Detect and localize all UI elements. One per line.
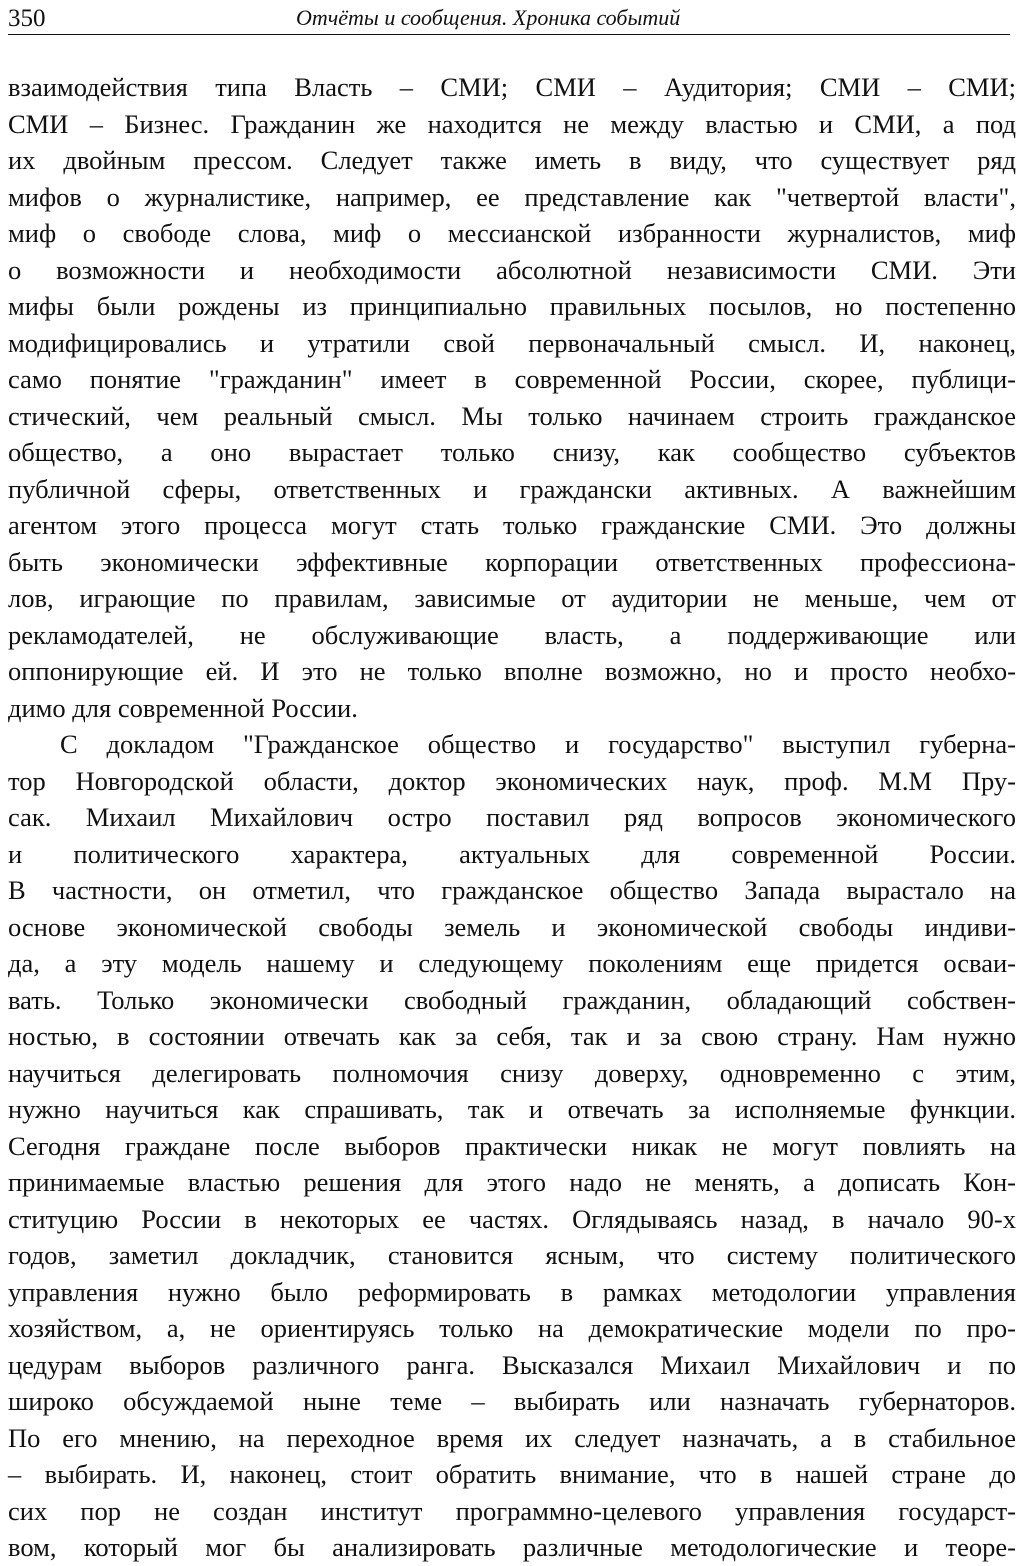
text-line: нужно научиться как спрашивать, так и отвечать за исполняемые функции. [8,1094,1016,1124]
paragraph [8,726,1016,1566]
text-line: вом, который мог бы анализировать различные методологические и теоре- [8,1532,1016,1562]
text-line: – выбирать. И, наконец, стоит обратить внимание, что в нашей стране до [8,1459,1016,1489]
text-line: о возможности и необходимости абсолютной независимости СМИ. Эти [8,254,1016,285]
text-line: ституцию России в некоторых ее частях. Оглядываясь назад, в начало 90-х [8,1203,1016,1234]
text-line: С докладом "Гражданское общество и государство" выступил губерна- [60,729,1016,759]
body-text [8,69,1016,1566]
text-line: Сегодня граждане после выборов практически никак не могут повлиять на [8,1130,1016,1161]
text-line: годов, заметил докладчик, становится ясным, что систему политического [8,1240,1016,1270]
text-line: да, а эту модель нашему и следующему поколениям еще придется осваи- [8,948,1016,978]
text-line: СМИ – Бизнес. Гражданин же находится не между властью и СМИ, а под [8,108,1016,139]
text-line: публичной сферы, ответственных и граждански активных. А важнейшим [8,473,1016,504]
text-line: сих пор не создан институт программно-целевого управления государст- [8,1495,1016,1526]
text-line: цедурам выборов различного ранга. Высказался Михаил Михайлович и по [8,1349,1016,1380]
running-header [8,4,1010,35]
text-line: агентом этого процесса могут стать только гражданские СМИ. Это должны [8,510,1016,540]
text-line: сак. Михаил Михайлович остро поставил ряд вопросов экономического [8,802,1016,832]
text-line: основе экономической свободы земель и экономической свободы индиви- [8,911,1016,942]
text-line: само понятие "гражданин" имеет в современной России, скорее, публици- [8,364,1016,394]
text-line: общество, а оно вырастает только снизу, как сообщество субъектов [8,437,1016,467]
text-line: мифов о журналистике, например, ее представление как "четвертой власти", [8,181,1016,212]
text-line: управления нужно было реформировать в рамках методологии управления [8,1276,1016,1307]
running-title: Отчёты и сообщения. Хроника событий [296,5,681,30]
text-line: широко обсуждаемой ныне теме – выбирать или назначать губернаторов. [8,1386,1016,1416]
text-line: оппонирующие ей. И это не только вполне возможно, но и просто необхо- [8,656,1016,686]
text-line: хозяйством, а, не ориентируясь только на демократические модели по про- [8,1313,1016,1343]
text-line: взаимодействия типа Власть – СМИ; СМИ – Аудитория; СМИ – СМИ; [8,72,1016,102]
text-line: модифицировались и утратили свой первоначальный смысл. И, наконец, [8,327,1016,358]
text-line: миф о свободе слова, миф о мессианской избранности журналистов, миф [8,218,1016,248]
text-line: быть экономически эффективные корпорации ответственных профессиона- [8,546,1016,577]
text-line: принимаемые властью решения для этого надо не менять, а дописать Кон- [8,1167,1016,1197]
text-line: научиться делегировать полномочия снизу доверху, одновременно с этим, [8,1057,1016,1088]
text-line: ностью, в состоянии отвечать как за себя, так и за свою страну. Нам нужно [8,1021,1016,1051]
paragraph [8,69,1016,726]
page-number: 350 [8,5,46,32]
text-line: В частности, он отметил, что гражданское общество Запада вырастало на [8,875,1016,905]
text-line: лов, играющие по правилам, зависимые от аудитории не меньше, чем от [8,583,1016,613]
text-line: их двойным прессом. Следует также иметь в виду, что существует ряд [8,145,1016,175]
text-line: димо для современной России. [8,692,358,723]
text-line: тор Новгородской области, доктор экономических наук, проф. М.М Пру- [8,765,1016,796]
text-line: и политического характера, актуальных для современной России. [8,838,1016,869]
text-line: вать. Только экономически свободный гражданин, обладающий собствен- [8,984,1016,1015]
text-line: мифы были рождены из принципиально правильных посылов, но постепенно [8,291,1016,321]
text-line: рекламодателей, не обслуживающие власть, а поддерживающие или [8,619,1016,650]
text-line: стический, чем реальный смысл. Мы только начинаем строить гражданское [8,400,1016,431]
text-line: По его мнению, на переходное время их следует назначать, а в стабильное [8,1422,1016,1453]
